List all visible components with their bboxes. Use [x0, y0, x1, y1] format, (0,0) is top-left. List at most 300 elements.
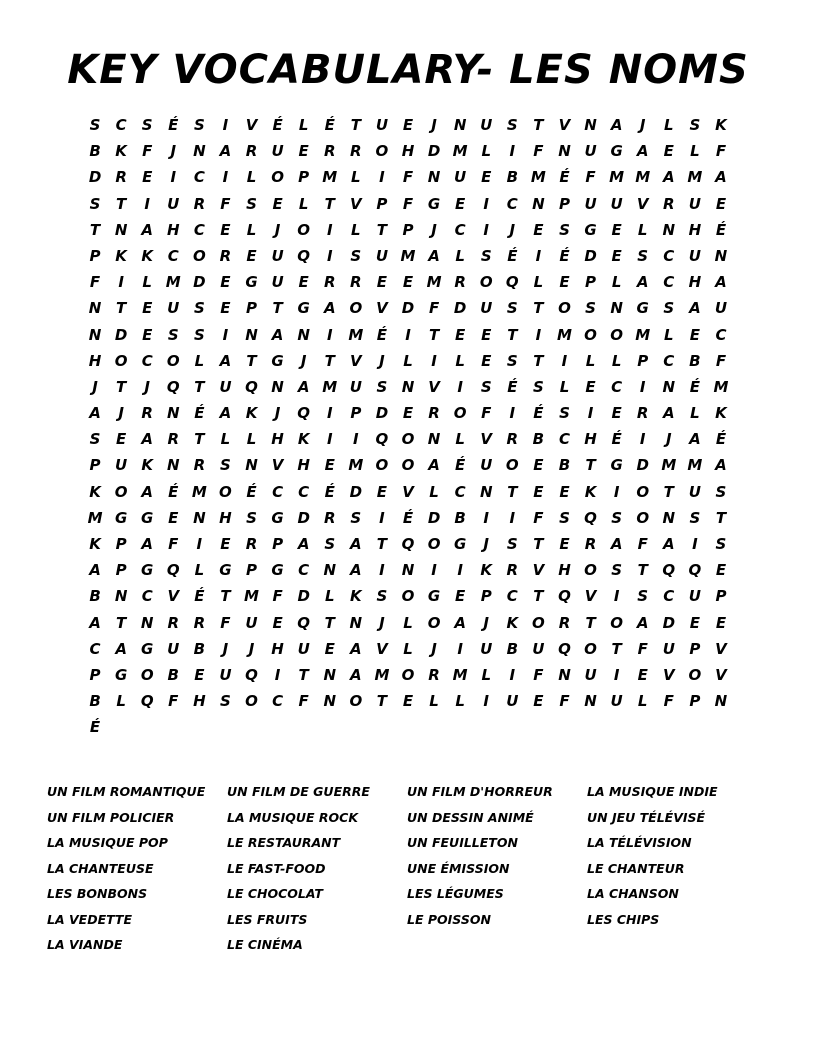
- grid-letter: É: [168, 116, 179, 134]
- grid-letter: C: [193, 220, 205, 239]
- grid-letter: O: [401, 587, 415, 606]
- grid-letter: S: [689, 508, 701, 527]
- grid-letter: É: [533, 404, 544, 423]
- grid-letter: O: [427, 535, 441, 553]
- grid-letter: M: [322, 377, 338, 396]
- grid-letter: É: [324, 482, 335, 501]
- grid-letter: L: [246, 220, 257, 239]
- grid-letter: I: [509, 404, 516, 423]
- grid-letter: E: [324, 639, 335, 658]
- grid-letter: L: [611, 351, 622, 370]
- grid-letter: I: [587, 404, 594, 423]
- grid-letter: O: [584, 325, 597, 344]
- grid-letter: E: [142, 168, 153, 187]
- grid-letter: A: [454, 613, 466, 632]
- vocabulary-word: LE POISSON: [407, 911, 491, 927]
- grid-letter: N: [323, 665, 337, 684]
- grid-letter: S: [506, 299, 518, 318]
- grid-letter: F: [272, 587, 283, 606]
- grid-letter: F: [168, 692, 179, 711]
- grid-letter: C: [611, 377, 623, 396]
- grid-letter: T: [376, 535, 388, 553]
- grid-letter: O: [427, 613, 441, 632]
- grid-letter: K: [89, 482, 101, 501]
- grid-letter: I: [326, 246, 333, 265]
- grid-letter: É: [611, 430, 622, 449]
- grid-letter: T: [272, 299, 283, 318]
- grid-letter: E: [455, 587, 466, 606]
- grid-letter: G: [610, 456, 623, 475]
- grid-letter: S: [193, 299, 205, 318]
- grid-letter: L: [116, 692, 126, 711]
- grid-letter: O: [401, 665, 415, 684]
- grid-letter: G: [271, 351, 284, 370]
- grid-letter: O: [114, 351, 128, 370]
- grid-letter: A: [141, 220, 153, 239]
- grid-letter: L: [351, 220, 361, 239]
- word-list: [47, 779, 787, 958]
- grid-letter: U: [297, 639, 310, 658]
- grid-letter: P: [272, 535, 284, 553]
- grid-letter: A: [715, 273, 727, 292]
- grid-letter: T: [715, 508, 727, 527]
- grid-letter: E: [324, 456, 335, 475]
- grid-letter: I: [326, 404, 333, 423]
- grid-letter: I: [561, 351, 568, 370]
- grid-letter: E: [559, 535, 570, 553]
- grid-letter: T: [507, 482, 518, 501]
- grid-letter: F: [637, 639, 648, 658]
- vocabulary-word: UN FILM DE GUERRE: [227, 784, 370, 799]
- grid-letter: R: [584, 535, 597, 553]
- grid-letter: C: [454, 220, 466, 239]
- grid-letter: L: [246, 430, 257, 449]
- grid-letter: S: [611, 561, 623, 580]
- grid-letter: L: [220, 430, 231, 449]
- grid-letter: M: [557, 325, 572, 344]
- grid-letter: S: [637, 587, 649, 606]
- grid-letter: R: [506, 561, 519, 580]
- grid-letter: J: [431, 639, 437, 658]
- grid-letter: M: [348, 325, 364, 344]
- grid-letter: P: [246, 561, 257, 580]
- grid-letter: I: [483, 220, 490, 239]
- grid-letter: U: [532, 639, 545, 658]
- grid-letter: E: [402, 404, 414, 423]
- grid-letter: U: [584, 194, 597, 213]
- grid-letter: M: [661, 456, 677, 475]
- grid-letter: A: [89, 613, 101, 632]
- grid-letter: T: [89, 220, 101, 239]
- grid-letter: P: [246, 299, 257, 318]
- grid-letter: P: [376, 194, 388, 213]
- grid-letter: E: [715, 613, 727, 632]
- grid-letter: O: [584, 639, 597, 658]
- grid-letter: F: [89, 273, 101, 292]
- grid-letter: O: [453, 404, 467, 423]
- grid-letter: J: [144, 377, 150, 396]
- grid-letter: I: [509, 142, 516, 161]
- grid-letter: G: [114, 508, 128, 527]
- grid-letter: A: [715, 456, 727, 475]
- grid-letter: K: [506, 613, 519, 632]
- grid-letter: U: [480, 116, 493, 134]
- grid-letter: R: [193, 613, 206, 632]
- grid-letter: C: [272, 482, 284, 501]
- vocabulary-word: UN JEU TÉLÉVISÉ: [587, 809, 706, 825]
- grid-letter: T: [428, 325, 440, 344]
- grid-letter: É: [194, 404, 205, 423]
- grid-letter: S: [350, 246, 362, 265]
- grid-letter: H: [88, 351, 102, 370]
- grid-letter: N: [427, 430, 441, 449]
- grid-letter: Q: [401, 535, 415, 553]
- grid-letter: A: [662, 404, 675, 423]
- grid-letter: P: [402, 220, 414, 239]
- grid-letter: N: [714, 692, 728, 711]
- grid-letter: F: [402, 194, 414, 213]
- grid-letter: L: [194, 561, 205, 580]
- grid-letter: N: [271, 377, 284, 396]
- grid-letter: I: [326, 430, 333, 449]
- grid-letter: R: [323, 142, 336, 161]
- grid-letter: T: [116, 377, 127, 396]
- grid-letter: A: [219, 142, 232, 161]
- grid-letter: R: [141, 404, 153, 423]
- grid-letter: O: [401, 456, 415, 475]
- grid-letter: L: [429, 482, 439, 501]
- grid-letter: G: [297, 299, 310, 318]
- grid-letter: D: [662, 613, 676, 632]
- vocabulary-word: UN FILM ROMANTIQUE: [47, 784, 206, 799]
- grid-letter: V: [167, 587, 180, 606]
- grid-letter: É: [689, 377, 700, 396]
- grid-letter: C: [89, 639, 101, 658]
- vocabulary-word: LES CHIPS: [587, 911, 660, 927]
- grid-letter: L: [559, 377, 570, 396]
- grid-letter: N: [401, 377, 415, 396]
- grid-letter: J: [379, 613, 385, 632]
- grid-letter: G: [245, 273, 258, 292]
- grid-letter: A: [636, 142, 649, 161]
- grid-letter: F: [533, 508, 544, 527]
- grid-letter: C: [663, 351, 675, 370]
- grid-letter: L: [298, 194, 309, 213]
- grid-letter: O: [271, 168, 284, 187]
- grid-letter: N: [297, 325, 310, 344]
- grid-letter: F: [533, 142, 544, 161]
- grid-letter: K: [584, 482, 597, 501]
- grid-letter: N: [88, 325, 102, 344]
- grid-letter: I: [222, 325, 229, 344]
- grid-letter: O: [375, 456, 389, 475]
- grid-letter: B: [167, 665, 179, 684]
- grid-letter: L: [690, 142, 700, 161]
- vocabulary-word: LE CHOCOLAT: [227, 886, 323, 901]
- grid-letter: S: [663, 299, 675, 318]
- grid-letter: D: [375, 404, 389, 423]
- grid-letter: I: [274, 665, 281, 684]
- grid-letter: K: [350, 587, 362, 606]
- grid-letter: U: [584, 665, 597, 684]
- grid-letter: S: [506, 351, 518, 370]
- grid-letter: C: [193, 168, 205, 187]
- grid-letter: A: [689, 430, 701, 449]
- grid-letter: I: [509, 665, 516, 684]
- grid-letter: E: [481, 351, 492, 370]
- grid-letter: S: [376, 587, 388, 606]
- grid-letter: G: [427, 587, 441, 606]
- grid-letter: G: [584, 220, 597, 239]
- grid-letter: R: [245, 142, 258, 161]
- grid-letter: N: [323, 692, 337, 711]
- grid-letter: T: [533, 587, 544, 606]
- grid-letter: A: [323, 299, 336, 318]
- vocabulary-word: LA CHANSON: [587, 886, 679, 901]
- grid-letter: S: [193, 325, 205, 344]
- grid-letter: G: [271, 561, 284, 580]
- grid-letter: N: [584, 692, 597, 711]
- grid-letter: O: [401, 430, 415, 449]
- grid-letter: I: [692, 535, 698, 553]
- grid-letter: N: [584, 116, 597, 134]
- grid-letter: U: [584, 142, 597, 161]
- grid-letter: M: [348, 456, 364, 475]
- grid-letter: H: [219, 508, 232, 527]
- grid-letter: T: [324, 194, 335, 213]
- grid-letter: Q: [297, 404, 311, 423]
- grid-letter: R: [193, 194, 206, 213]
- grid-letter: I: [457, 377, 463, 396]
- grid-letter: R: [167, 613, 180, 632]
- grid-letter: H: [584, 430, 597, 449]
- grid-letter: U: [271, 142, 284, 161]
- grid-letter: A: [89, 404, 101, 423]
- vocabulary-word: LE FAST-FOOD: [227, 860, 326, 876]
- grid-letter: U: [219, 665, 232, 684]
- grid-letter: S: [559, 404, 570, 423]
- grid-letter: V: [715, 665, 727, 684]
- grid-letter: U: [375, 246, 388, 265]
- grid-letter: L: [455, 430, 465, 449]
- grid-letter: O: [532, 613, 545, 632]
- grid-letter: U: [115, 456, 128, 475]
- grid-letter: L: [351, 168, 361, 187]
- grid-letter: V: [350, 351, 362, 370]
- grid-letter: G: [114, 665, 128, 684]
- grid-letter: T: [637, 561, 648, 580]
- grid-letter: D: [193, 273, 206, 292]
- vocabulary-word: LES BONBONS: [47, 886, 148, 901]
- grid-letter: U: [349, 377, 362, 396]
- grid-letter: T: [194, 430, 205, 449]
- grid-letter: U: [480, 456, 493, 475]
- grid-letter: V: [715, 639, 727, 658]
- grid-letter: M: [635, 168, 651, 187]
- grid-letter: H: [271, 430, 284, 449]
- grid-letter: A: [350, 639, 362, 658]
- grid-letter: U: [271, 273, 284, 292]
- grid-letter: I: [457, 639, 463, 658]
- grid-letter: S: [246, 194, 257, 213]
- grid-letter: B: [193, 639, 206, 658]
- grid-letter: H: [297, 456, 310, 475]
- grid-letter: É: [715, 430, 727, 449]
- grid-letter: M: [191, 482, 207, 501]
- grid-letter: D: [453, 299, 467, 318]
- grid-letter: Q: [584, 508, 597, 527]
- grid-letter: T: [585, 456, 596, 475]
- grid-letter: Q: [297, 613, 311, 632]
- grid-letter: A: [141, 535, 153, 553]
- grid-letter: P: [689, 639, 701, 658]
- grid-letter: I: [326, 325, 333, 344]
- grid-letter: L: [455, 692, 465, 711]
- grid-letter: É: [507, 246, 518, 265]
- grid-letter: Q: [166, 377, 180, 396]
- grid-letter: V: [636, 194, 649, 213]
- grid-letter: E: [533, 482, 544, 501]
- grid-letter: V: [662, 665, 675, 684]
- vocabulary-word: LES FRUITS: [227, 911, 308, 927]
- grid-letter: O: [375, 142, 389, 161]
- grid-letter: E: [376, 482, 388, 501]
- grid-letter: P: [89, 665, 101, 684]
- grid-letter: A: [89, 561, 101, 580]
- grid-letter: N: [662, 508, 676, 527]
- grid-letter: S: [350, 508, 362, 527]
- grid-letter: K: [89, 535, 101, 553]
- grid-letter: A: [610, 116, 623, 134]
- vocabulary-word: LA MUSIQUE INDIE: [587, 784, 718, 799]
- grid-letter: F: [428, 299, 440, 318]
- grid-letter: O: [349, 692, 363, 711]
- grid-letter: L: [481, 142, 491, 161]
- grid-letter: C: [167, 246, 179, 265]
- grid-letter: T: [194, 377, 205, 396]
- grid-letter: S: [246, 508, 257, 527]
- grid-letter: L: [585, 351, 596, 370]
- grid-letter: T: [533, 351, 544, 370]
- grid-letter: M: [452, 142, 468, 161]
- grid-letter: O: [584, 561, 597, 580]
- grid-letter: V: [584, 587, 597, 606]
- grid-letter: R: [636, 404, 649, 423]
- grid-letter: G: [427, 194, 441, 213]
- grid-letter: U: [688, 246, 701, 265]
- grid-letter: E: [272, 613, 283, 632]
- grid-letter: S: [376, 377, 388, 396]
- grid-letter: B: [89, 142, 101, 161]
- grid-letter: L: [403, 639, 413, 658]
- grid-letter: K: [141, 456, 153, 475]
- vocabulary-word: LA VIANDE: [47, 937, 123, 952]
- grid-letter: O: [610, 613, 624, 632]
- grid-letter: E: [402, 692, 414, 711]
- grid-letter: E: [689, 325, 700, 344]
- grid-letter: I: [483, 508, 490, 527]
- grid-letter: E: [533, 456, 544, 475]
- grid-letter: N: [193, 142, 206, 161]
- grid-letter: O: [349, 299, 363, 318]
- grid-letter: G: [219, 561, 232, 580]
- grid-letter: N: [714, 246, 728, 265]
- grid-letter: K: [141, 246, 153, 265]
- grid-letter: U: [610, 194, 623, 213]
- grid-letter: U: [688, 194, 701, 213]
- grid-letter: U: [480, 639, 493, 658]
- grid-letter: U: [506, 692, 519, 711]
- vocabulary-word: LES LÉGUMES: [407, 886, 504, 901]
- grid-letter: C: [715, 325, 727, 344]
- grid-letter: T: [611, 639, 622, 658]
- grid-letter: J: [274, 404, 281, 423]
- grid-letter: S: [506, 535, 518, 553]
- grid-letter: U: [480, 299, 493, 318]
- grid-letter: R: [167, 430, 180, 449]
- grid-letter: O: [558, 299, 571, 318]
- grid-letter: O: [479, 273, 493, 292]
- grid-letter: L: [664, 325, 674, 344]
- grid-letter: I: [118, 273, 124, 292]
- grid-letter: H: [688, 273, 702, 292]
- grid-letter: J: [665, 430, 672, 449]
- grid-letter: V: [271, 456, 284, 475]
- grid-letter: P: [558, 194, 570, 213]
- grid-letter: N: [401, 561, 415, 580]
- grid-letter: C: [454, 482, 466, 501]
- grid-letter: K: [297, 430, 310, 449]
- grid-letter: A: [662, 535, 675, 553]
- grid-letter: I: [222, 168, 229, 187]
- grid-letter: M: [635, 325, 651, 344]
- grid-letter: É: [272, 116, 283, 134]
- grid-letter: T: [220, 587, 231, 606]
- vocabulary-word: UNE ÉMISSION: [407, 860, 510, 876]
- grid-letter: E: [533, 692, 544, 711]
- grid-letter: E: [402, 116, 414, 134]
- grid-letter: E: [194, 665, 205, 684]
- grid-letter: C: [272, 692, 284, 711]
- grid-letter: E: [585, 377, 596, 396]
- grid-letter: P: [715, 587, 727, 606]
- grid-letter: L: [533, 273, 544, 292]
- grid-letter: L: [664, 116, 674, 134]
- page-title: KEY VOCABULARY- LES NOMS: [67, 47, 749, 93]
- grid-letter: J: [248, 639, 255, 658]
- grid-letter: T: [116, 299, 127, 318]
- grid-letter: E: [142, 325, 153, 344]
- grid-letter: S: [167, 325, 179, 344]
- grid-letter: M: [452, 665, 468, 684]
- grid-letter: J: [222, 639, 229, 658]
- grid-letter: L: [429, 692, 439, 711]
- grid-letter: D: [636, 456, 649, 475]
- grid-letter: L: [690, 404, 700, 423]
- grid-letter: A: [297, 535, 310, 553]
- grid-letter: I: [483, 692, 490, 711]
- grid-letter: G: [271, 508, 284, 527]
- grid-letter: Q: [140, 692, 154, 711]
- grid-letter: E: [220, 535, 231, 553]
- grid-letter: L: [403, 351, 413, 370]
- grid-letter: T: [663, 482, 674, 501]
- vocabulary-word: UN DESSIN ANIMÉ: [407, 809, 534, 825]
- grid-letter: K: [245, 404, 258, 423]
- grid-letter: V: [558, 116, 571, 134]
- grid-letter: É: [559, 246, 570, 265]
- grid-letter: V: [480, 430, 493, 449]
